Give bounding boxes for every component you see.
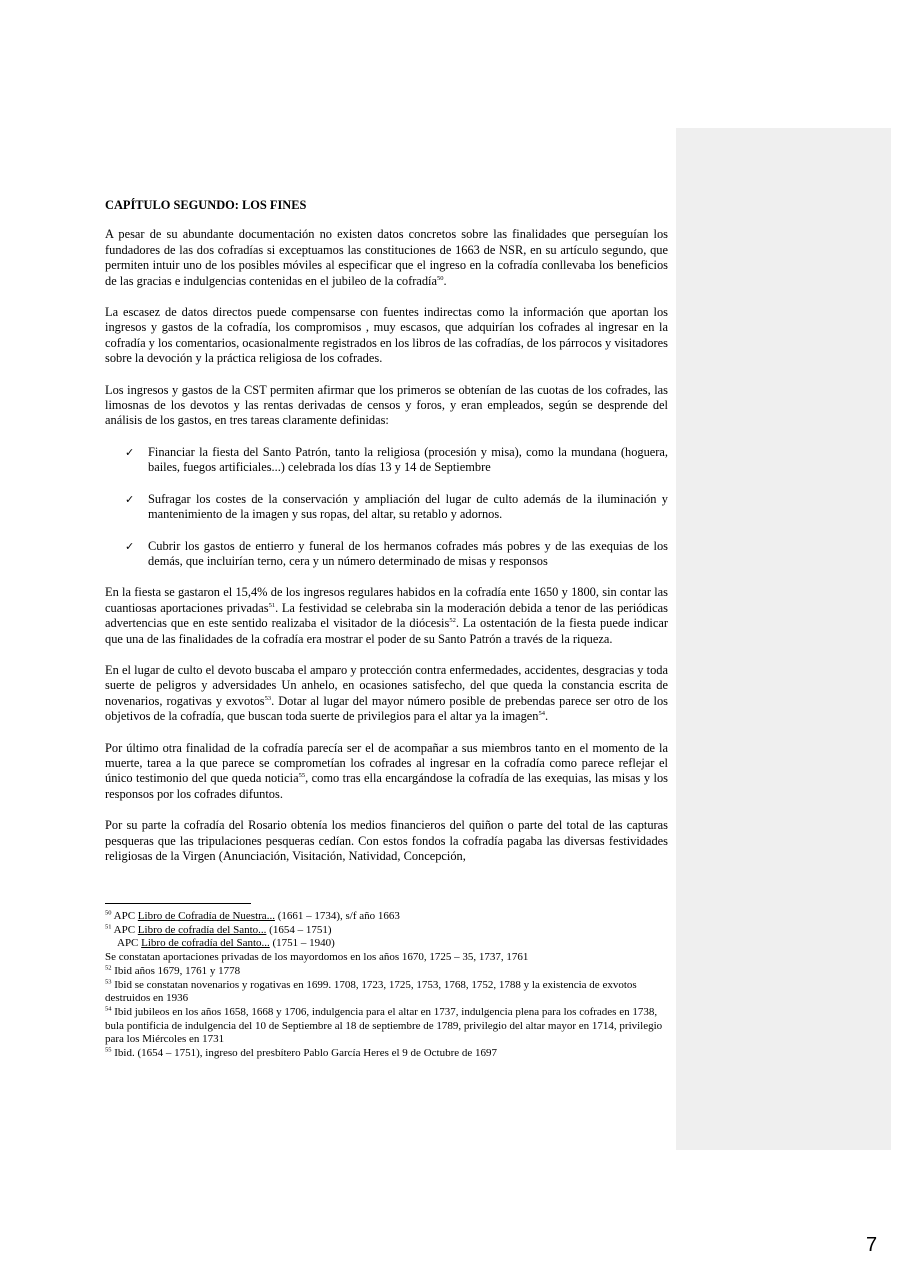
footnotes — [105, 903, 668, 1061]
footnote-52: $^{52}$ Ibid años 1679, 1761 y 1778 — [105, 964, 241, 977]
main-text — [105, 198, 668, 880]
footnote-54: $^{54}$ Ibid jubileos en los años 1658, 1668 y 1706, indulgencia para el altar en 1737, indulgencia plena para los cofrades en 1738, bula pontificia de indulgencia del 10 de Septiembre al 18 de septiembre de 1789, privilegio del altar mayor en 1714, privilegio para los Miércoles en 1731 — [105, 1005, 663, 1046]
footnote-ref-53: 53 — [264, 694, 272, 702]
paragraph-5: En el lugar de culto el devoto buscaba el amparo y protección contra enfermedades, accidentes, desgracias y toda suerte de peligros y adversidades Un anhelo, en ocasiones satisfecho, del que queda la constancia escrita de novenarios, rogativas y exvotos$^{53}$. Dotar al lugar del mayor número posible de prebendas parece ser otro de los objetivos de la cofradía, que buscan toda suerte de privilegios para el altar ya la imagen$^{54}$. — [105, 662, 668, 724]
checkmark-icon: ✓ — [125, 445, 135, 459]
footnote-53: $^{53}$ Ibid se constatan novenarios y rogativas en 1699. 1708, 1723, 1725, 1753, 1768, 1752, 1788 y la existencia de exvotos destruidos en 1936 — [105, 977, 637, 1005]
page-number: 7 — [866, 1234, 878, 1256]
footnote-ref-54: 54 — [538, 710, 546, 718]
footnote-ref-50: 50 — [437, 274, 444, 282]
tasks-checklist — [105, 445, 668, 569]
paragraph-7: Por su parte la cofradía del Rosario obtenía los medios financieros del quiñon o parte del total de las capturas pesqueras que las tripulaciones pesqueras cedían. Con estos fondos la cofradía pagaba las diversas festividades religiosas de la Virgen (Anunciación, Visitación, Natividad, Concepción, — [105, 818, 668, 863]
footnote-ref-52: 52 — [449, 617, 456, 624]
footnote-ref-51: 51 — [268, 601, 276, 609]
paragraph-3: Los ingresos y gastos de la CST permiten afirmar que los primeros se obtenían de las cuotas de los cofrades, las limosnas de los devotos y las rentas derivadas de censos y foros, y eran empleados, según se desprende del análisis de los gastos, en tres tareas claramente definidas: — [105, 382, 668, 428]
paragraph-2: La escasez de datos directos puede compensarse con fuentes indirectas como la información que aportan los ingresos y gastos de la cofradía, los compromisos , muy escasos, que adquirían los cofrades al ingresar en la cofradía y los comentarios, ocasionalmente registrados en los libros de las cofradías, de los párrocos y visitadores sobre la devoción y la práctica religiosa de los cofrades. — [105, 305, 668, 366]
footnote-51-note: Se constatan aportaciones privadas de los mayordomos en los años 1670, 1725 – 35, 1737, 1761 — [105, 951, 529, 964]
paragraph-6: Por último otra finalidad de la cofradía parecía ser el de acompañar a sus miembros tanto en el momento de la muerte, tarea a la que parece se comprometían los cofrades al ingresar en la cofradía como parece reflejar el único testimonio del que queda noticia$^{55}$, como tras ella encargándose la cofradía de las exequias, las misas y los responsos por los cofrades difuntos. — [105, 740, 668, 801]
footnote-ref-55: 55 — [298, 772, 306, 780]
list-item: ✓ Financiar la fiesta del Santo Patrón, tanto la religiosa (procesión y misa), como la mundana (hoguera, bailes, fuegos artificiales...) celebrada los días 13 y 14 de Septiembre — [125, 444, 668, 475]
checkmark-icon: ✓ — [125, 492, 135, 506]
paragraph-1: A pesar de su abundante documentación no existen datos concretos sobre las finalidades que perseguían los fundadores de las dos cofradías si exceptuamos las constituciones de 1663 de NSR, en su artículo segundo, que permiten intuir uno de los posibles móviles al especificar que el ingreso en la cofradía conllevaba los beneficios de las gracias e indulgencias contenidas en el jubileo de la cofradía$^{50}$. — [105, 227, 668, 288]
footnote-separator — [105, 903, 251, 904]
footnote-55: $^{55}$ Ibid. (1654 – 1751), ingreso del presbítero Pablo García Heres el 9 de Octubre de 1697 — [105, 1046, 497, 1060]
footnote-51-continued: APC Libro de cofradía del Santo... (1751 – 1940) — [117, 937, 335, 950]
chapter-heading: CAPÍTULO SEGUNDO: LOS FINES — [105, 198, 307, 212]
list-item: ✓ Cubrir los gastos de entierro y funeral de los hermanos cofrades más pobres y de las exequias de los demás, que incluirían terno, cera y un número determinado de misas y responsos — [125, 538, 668, 568]
checkmark-icon: ✓ — [125, 539, 135, 553]
footnote-51: $^{51}$ APC Libro de cofradía del Santo... (1654 – 1751) — [105, 923, 332, 936]
footnote-50: $^{50}$ APC Libro de Cofradía de Nuestra... (1661 – 1734), s/f año 1663 — [105, 909, 400, 922]
comment-margin-panel — [676, 128, 891, 1150]
list-item: ✓ Sufragar los costes de la conservación y ampliación del lugar de culto además de la iluminación y mantenimiento de la imagen y sus ropas, del altar, su retablo y adornos. — [125, 491, 668, 522]
paragraph-4: En la fiesta se gastaron el 15,4% de los ingresos regulares habidos en la cofradía ente 1650 y 1800, sin contar las cuantiosas aportaciones privadas$^{51}$. La festividad se celebraba sin la moderación debida a tenor de las periódicas advertencias que en este sentido realizaba el visitador de la diócesis$^{52}$. La ostentación de la fiesta puede indicar que una de las finalidades de la cofradía era mostrar el poder de su Santo Patrón a través de la riqueza. — [105, 585, 669, 646]
